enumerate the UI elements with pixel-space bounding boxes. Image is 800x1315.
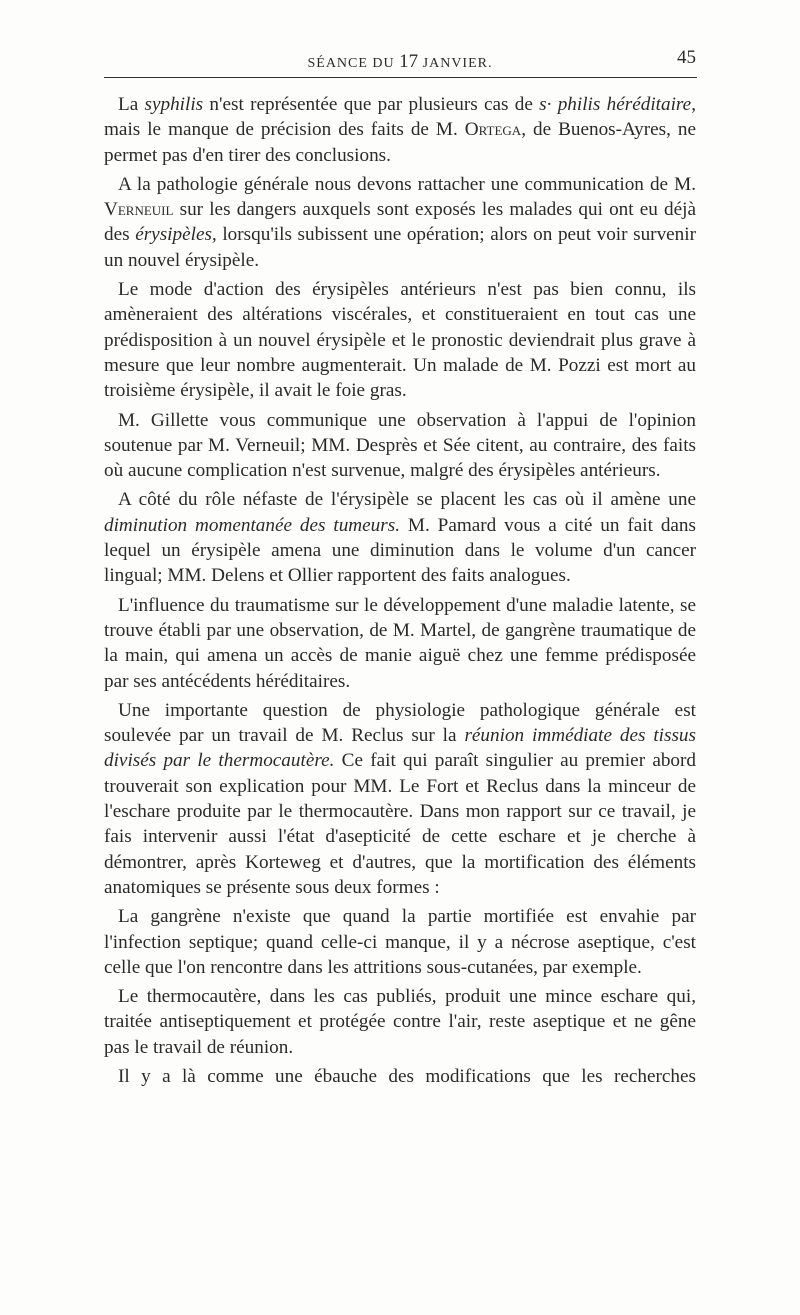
text-run: A côté du rôle néfaste de l'érysipèle se placent les cas où il amène une [118, 489, 696, 511]
body-text [104, 92, 696, 1093]
text-run: A la pathologie générale nous devons rattacher une communication de M. [118, 173, 696, 195]
paragraph [104, 593, 696, 694]
text-run: , mais le manque de précision des faits de M. [104, 94, 696, 141]
paragraph [104, 698, 696, 900]
running-header [104, 47, 696, 71]
italic-run: syphilis [144, 94, 204, 115]
paragraph [104, 904, 696, 980]
text-run: Le mode d'action des érysipèles antérieurs n'est pas bien connu, ils amèneraient des altérations viscérales, et constitueraient en tout cas une prédisposition à un nouvel érysipèle et le pronostic deviendrait plus grave à mesure que leur nombre augmenterait. Un malade de M. Pozzi est mort au troisième érysipèle, il avait le foie gras. [104, 279, 696, 402]
paragraph [104, 487, 696, 588]
paragraph [104, 92, 696, 168]
text-run: Une importante question de physiologie pathologique générale est soulevée par un travail de M. Reclus sur la [104, 699, 696, 747]
text-run: La gangrène n'existe que quand la partie mortifiée est envahie par l'infection septique; quand celle-ci manque, il y a nécrose aseptique, c'est celle que l'on rencontre dans les attritions sous-cutanées, par exemple. [104, 906, 696, 978]
running-title-prefix: SÉANCE DU [307, 56, 395, 71]
text-run: M. Gillette vous communique une observation à l'appui de l'opinion soutenue par M. Verneuil; MM. Desprès et Sée citent, au contraire, des faits où aucune complication n'est survenue, malgré des érysipèles antérieurs. [104, 409, 696, 482]
page-number: 45 [677, 47, 696, 68]
author-name: Ortega [464, 119, 522, 141]
running-title-day: 17 [399, 51, 419, 72]
italic-run: diminution momentanée des tumeurs. [104, 514, 400, 536]
paragraph [104, 277, 696, 403]
text-run: L'influence du traumatisme sur le développement d'une maladie latente, se trouve établi par une observation, de M. Martel, de gangrène traumatique de la main, qui amena un accès de manie aiguë chez une femme prédisposée par ses antécédents héréditaires. [104, 594, 696, 692]
header-rule [104, 77, 697, 78]
text-run: M. Pamard vous a cité un fait dans lequel un érysipèle amena une diminution dans le volume d'un cancer lingual; MM. Delens et Ollier rapportent des faits analogues. [104, 514, 696, 587]
paragraph [104, 408, 696, 484]
text-run: , de Buenos-Ayres, ne permet pas d'en tirer des conclusions. [104, 119, 696, 166]
text-run: Ce fait qui paraît singulier au premier abord trouverait son explication pour MM. Le Fort et Reclus dans la minceur de l'eschare produite par le thermocautère. Dans mon rapport sur ce travail, je fais intervenir aussi l'état d'asepticité de cette eschare et je cherche à démontrer, après Korteweg et d'autres, que la mortification des éléments anatomiques se présente sous deux formes : [104, 750, 697, 898]
italic-run: réunion immédiate des tissus divisés par le thermocautère. [104, 725, 696, 772]
text-run: Il y a là comme une ébauche des modifications que les recherches [118, 1065, 696, 1087]
text-run: lorsqu'ils subissent une opération; alors on peut voir survenir un nouvel érysipèle. [104, 224, 697, 271]
paragraph [104, 1064, 696, 1089]
paragraph [104, 172, 696, 273]
running-title-month: JANVIER. [422, 56, 493, 71]
text-run: Le thermocautère, dans les cas publiés, produit une mince eschare qui, traitée antiseptiquement et protégée contre l'air, reste aseptique et ne gêne pas le travail de réunion. [104, 986, 696, 1058]
running-title [104, 51, 696, 73]
author-name: Verneuil [104, 199, 174, 221]
text-run: sur les dangers auxquels sont exposés les malades qui ont eu déjà des [104, 199, 696, 246]
text-run: La [118, 94, 145, 115]
paragraph [104, 984, 696, 1060]
italic-run: s· philis héréditaire [539, 94, 692, 115]
italic-run: érysipèles, [135, 224, 217, 246]
text-run: n'est représentée que par plusieurs cas de [203, 94, 540, 115]
